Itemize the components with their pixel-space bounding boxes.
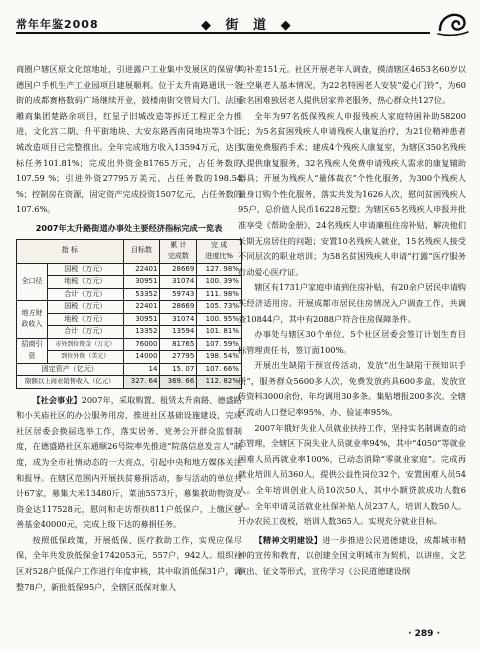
item-cell: 合计（万元） xyxy=(48,288,124,301)
table-row xyxy=(17,351,242,364)
done-cell: 27795 xyxy=(160,351,197,364)
item-cell: 市外到位资金（万元） xyxy=(48,338,124,351)
table-row xyxy=(17,276,242,289)
done-cell: 31074 xyxy=(160,313,197,326)
paragraph: 商圈户辖区原文化馆地址，引进露户工业集中发展区的保留华德国户手机生产工业园项目建展顺利。位于太升南路通讯一条街的成都赛格数码广场继续开业，鼓楼南街交管局大门、法国雕商集团楚路余项目，红星子旧城改造等拆迁工程正全力推进，文化宫二期、升平街地块、大安东路西南岗地块等3个旧城改造项目已完整推出。全年完成地方收入13594万元，达目标任务101.81%；完成出外资金81765万元，占任务数的107.59 %；引进外资27795万美元，占任务数的198.54 %；控制房在资源，固定资产完成投资1507亿元，占任务数的107.6%。 xyxy=(16,64,242,215)
target-cell: 53352 xyxy=(123,288,160,301)
pct-cell: 101. 81% xyxy=(197,326,242,339)
target-cell: 22401 xyxy=(123,301,160,314)
right-column xyxy=(238,62,466,580)
table-row xyxy=(17,363,242,376)
pct-cell: 100. 39% xyxy=(197,276,242,289)
swirl-logo-icon xyxy=(436,8,470,38)
target-cell: 13352 xyxy=(123,326,160,339)
done-cell: 369. 66 xyxy=(160,376,197,389)
paragraph xyxy=(16,393,242,533)
target-cell: 30951 xyxy=(123,313,160,326)
paragraph xyxy=(238,533,466,580)
paragraph: 全年为97名低保残疾人申报残疾人家庭特困补助58200元；为5名贫困残疾人申请残疾人康复治疗，为21位精神患者实施免费服药手术；建成4个残疾人康复室，为辖区350名残疾人提供康复服务，32名残疾人免费申请残疾人需求的康复辅助器具；开展为残疾人“量体裁衣”个性化服务，为300个残疾人量身订购个性化服务，落实共发为1626人次，慰问贫困残疾人95户，总价值人民币16228元整；为辖区65名残疾人申报并批准享受《帮助金册》，24名残疾人申请廉租住房补贴，解决他们长期无房居住的问题；安置10名残疾人就业，15名残疾人接受不同层次的职业培训；为58名贫困残疾人申请“打露”医疗服务行动爱心医疗证。 xyxy=(238,110,466,277)
yearbook-title: 常年年鉴2008 xyxy=(16,18,99,31)
item-cell: 到位外资（美元） xyxy=(48,351,124,364)
paragraph: 办事处与辖区30个单位、5个社区居委会签订计划生育目标管理责任书，签订面100%。 xyxy=(238,329,466,355)
table-row xyxy=(17,313,242,326)
header-indicator: 指 标 xyxy=(17,239,124,263)
done-cell: 59743 xyxy=(160,288,197,301)
section-title: ◆ 街 道 ◆ xyxy=(201,18,296,33)
item-cell: 国税（万元） xyxy=(48,263,124,276)
header-cumulative: 累 计 完成数 xyxy=(160,239,197,263)
page-header xyxy=(6,8,474,38)
paragraph: 辖区有1731户家庭申请到住房补贴，有20余户居民申请购买经济适用房。开展成都市居民住房情况入户调查工作，共调查10844户，其中有2088户符合住房保障条件。 xyxy=(238,282,466,324)
done-cell: 13594 xyxy=(160,326,197,339)
table-title: 2007年太升路街道办事处主要经济指标完成一览表 xyxy=(35,222,223,233)
paragraph: 开展出生缺陷干预宣传活动，发放“出生缺陷干预知识手册”，服务群众5600多人次，免费发放药具600多盒，发放宣传资料3000余份，年均调用30多条。集贴增报200多次。全辖区流动人口登记率95%，办、验证率95%。 xyxy=(238,360,466,418)
paragraph: 2007年俄好失业人员就业扶持工作，坚持实名制调查的动态管理，全辖区下岗失业人员就业率94%，其中“4050”等就业困难人员再就业率100%，已动态消除“零就业家庭”。完成再就业培训人员360人，提供公益性岗位32个，安置困难人员54人。全年培训创业人员10次50人，其中小额贷款成功人数6人。全年申请灵活就业社保补贴人员237人，培训人数50人。开办农民工夜校，培训人数365人。实现充分就业目标。 xyxy=(238,422,466,527)
economic-indicators-table xyxy=(16,239,242,389)
item-cell: 地税（万元） xyxy=(48,276,124,289)
group-cell: 招商引资 xyxy=(17,338,48,363)
pct-cell: 105. 73% xyxy=(197,301,242,314)
header-target: 目标数 xyxy=(123,239,160,263)
done-cell: 31074 xyxy=(160,276,197,289)
table-row xyxy=(17,301,242,314)
section-heading: 【社会事业】 xyxy=(32,394,82,405)
pct-cell: 107. 66% xyxy=(197,363,242,376)
table-header-row xyxy=(17,239,242,263)
target-cell: 14000 xyxy=(123,351,160,364)
done-cell: 28669 xyxy=(160,301,197,314)
target-cell: 30951 xyxy=(123,276,160,289)
header-rule xyxy=(16,32,430,34)
item-cell: 地税（万元） xyxy=(48,313,124,326)
pct-cell: 107. 59% xyxy=(197,338,242,351)
table-row xyxy=(17,263,242,276)
pct-cell: 100. 95% xyxy=(197,313,242,326)
header-progress: 完 成 进度比% xyxy=(197,239,242,263)
target-cell: 327. 64 xyxy=(123,376,160,389)
paragraph: 按照低保政策，开展低保、医疗救助工作，实现应保尽保，全年共发放低保金1742053元，557户，942人。组织社区对528户低保户工作进行年度审核，其中取消低保31户，调整78户，新批低保95户，全辖区低保对象人 xyxy=(16,534,242,592)
done-cell: 81765 xyxy=(160,338,197,351)
section-heading: 【精神文明建设】 xyxy=(254,534,323,545)
table-row xyxy=(17,288,242,301)
table-row xyxy=(17,376,242,389)
done-cell: 15. 07 xyxy=(160,363,197,376)
left-column xyxy=(16,62,242,595)
group-cell: 全口径 xyxy=(17,263,48,301)
paragraph: 均补差151元。社区开展老年人调查，摸清辖区4653名60岁以上空巢老人基本情况，为22名特困老人安装“爱心门铃”，为60余名困难独居老人提供居家养老服务，热心群众共127位。 xyxy=(238,64,466,106)
group-cell: 固定资产（亿元） xyxy=(17,363,124,376)
item-cell: 合计（万元） xyxy=(48,326,124,339)
group-cell: 限额以上商业销售收入（亿元） xyxy=(17,376,124,389)
table-row xyxy=(17,338,242,351)
pct-cell: 127. 98% xyxy=(197,263,242,276)
paragraph-text: 进一步推进公民道德建设，成都城市精神的宣传和教育，以创建全国文明城市为契机，以讲座、文艺演出、征文等形式，宣传学习《公民道德建设纲 xyxy=(238,534,466,576)
item-cell: 国税（万元） xyxy=(48,301,124,314)
pct-cell: 112. 82% xyxy=(197,376,242,389)
pct-cell: 198. 54% xyxy=(197,351,242,364)
table-row xyxy=(17,326,242,339)
group-cell: 地方财政收入 xyxy=(17,301,48,339)
target-cell: 22401 xyxy=(123,263,160,276)
page-number: · 289 · xyxy=(408,629,440,639)
target-cell: 14 xyxy=(123,363,160,376)
target-cell: 76000 xyxy=(123,338,160,351)
pct-cell: 111. 98% xyxy=(197,288,242,301)
paragraph-text: 2007年，采取购置、租赁太升南路、德盛路和小关庙社区的办公服务用房，推进社区基础设施建设，完成社区居委会换届选举工作，落实居务、党务公开群众监督制度，在德盛路社区东通顺26号院率先推进“院落信息发言人”制度，成为全市社情动态的一大亮点，引起中央和地方媒体关注和报导。在辖区范围内开展扶贫募捐活动，参与活动的单位共计67家，募集大米13480斤，菜油5573斤，募集救助物资及资金达117528元，慰问和走访帮扶811户低保户，上缴区慈善基金40000元，完成上级下达的募捐任务。 xyxy=(16,394,242,530)
done-cell: 28669 xyxy=(160,263,197,276)
